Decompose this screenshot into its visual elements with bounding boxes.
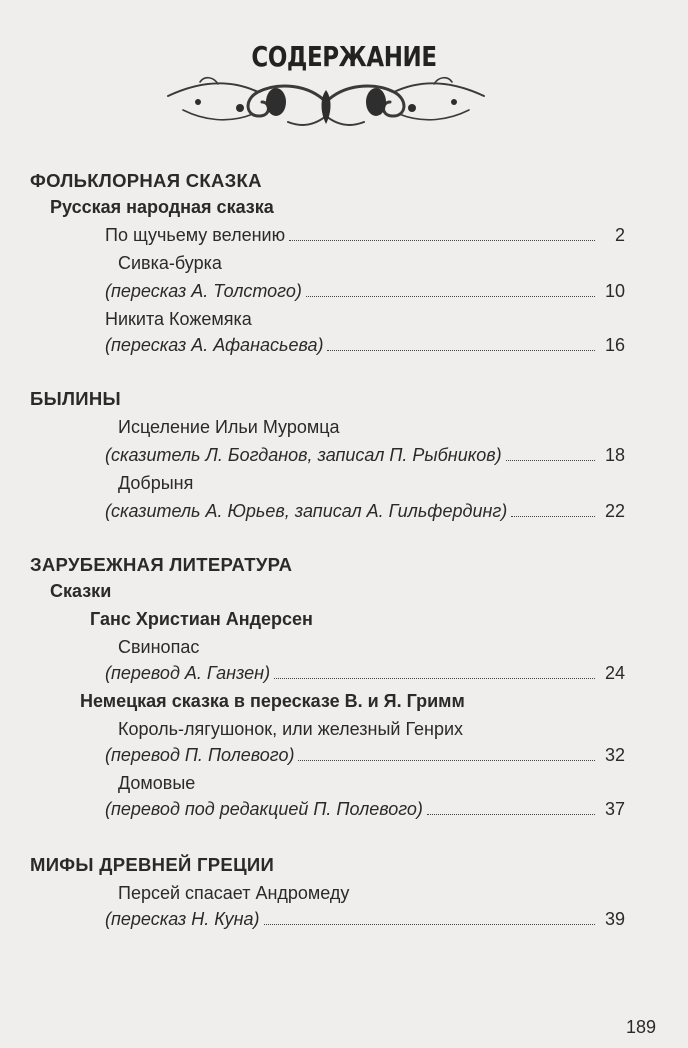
page-title: СОДЕРЖАНИЕ <box>251 40 437 73</box>
toc-entry[interactable]: (перевод П. Полевого) 32 <box>105 745 625 765</box>
toc-entry[interactable]: (сказитель Л. Богданов, записал П. Рыбников) 18 <box>105 445 625 465</box>
toc-entry[interactable]: (сказитель А. Юрьев, записал А. Гильфердинг) 22 <box>105 501 625 521</box>
section-heading-byliny: БЫЛИНЫ <box>30 388 121 409</box>
page-ref: 16 <box>604 335 625 355</box>
page-ref: 39 <box>604 909 625 929</box>
toc-entry[interactable]: (пересказ Н. Куна) 39 <box>105 909 625 929</box>
toc-entry-title: Добрыня <box>118 473 194 493</box>
toc-entry[interactable]: По щучьему велению 2 <box>105 225 625 245</box>
dot-leader <box>274 678 595 679</box>
section-heading-foreign: ЗАРУБЕЖНАЯ ЛИТЕРАТУРА <box>30 554 293 575</box>
page-number: 189 <box>626 1017 657 1037</box>
toc-entry[interactable]: (пересказ А. Афанасьева) 16 <box>105 335 625 355</box>
toc-entry-title: Домовые <box>118 773 196 793</box>
author-heading: Ганс Христиан Андерсен <box>90 609 313 629</box>
dot-leader <box>264 924 595 925</box>
author-heading: Немецкая сказка в пересказе В. и Я. Гримм <box>80 691 465 711</box>
toc-entry[interactable]: (пересказ А. Толстого) 10 <box>105 281 625 301</box>
toc-entry-title: Персей спасает Андромеду <box>118 883 350 903</box>
toc-entry-title: Никита Кожемяка <box>105 309 252 329</box>
toc-entry-title: Исцеление Ильи Муромца <box>118 417 340 437</box>
subsection-heading-russian-tale: Русская народная сказка <box>50 197 274 217</box>
section-heading-myths: МИФЫ ДРЕВНЕЙ ГРЕЦИИ <box>30 854 275 875</box>
toc-entry[interactable]: (перевод А. Ганзен) 24 <box>105 663 625 683</box>
toc-entry-title: Король-лягушонок, или железный Генрих <box>118 719 464 739</box>
dot-leader <box>511 516 595 517</box>
dot-leader <box>427 814 595 815</box>
dot-leader <box>327 350 594 351</box>
dot-leader <box>298 760 595 761</box>
page-ref: 2 <box>614 225 625 245</box>
page-ref: 24 <box>604 663 625 683</box>
dot-leader <box>306 296 595 297</box>
toc-entry[interactable]: (перевод под редакцией П. Полевого) 37 <box>105 799 625 819</box>
subsection-heading-tales: Сказки <box>50 581 112 601</box>
dot-leader <box>506 460 595 461</box>
flourish-ornament-icon <box>158 72 494 132</box>
toc-entry-title: Свинопас <box>118 637 200 657</box>
page-ref: 10 <box>604 281 625 301</box>
page-ref: 18 <box>604 445 625 465</box>
toc-entry-title: Сивка-бурка <box>118 253 222 273</box>
dot-leader <box>289 240 595 241</box>
page-ref: 32 <box>604 745 625 765</box>
section-heading-folk: ФОЛЬКЛОРНАЯ СКАЗКА <box>30 170 262 191</box>
page-ref: 37 <box>604 799 625 819</box>
page-ref: 22 <box>604 501 625 521</box>
